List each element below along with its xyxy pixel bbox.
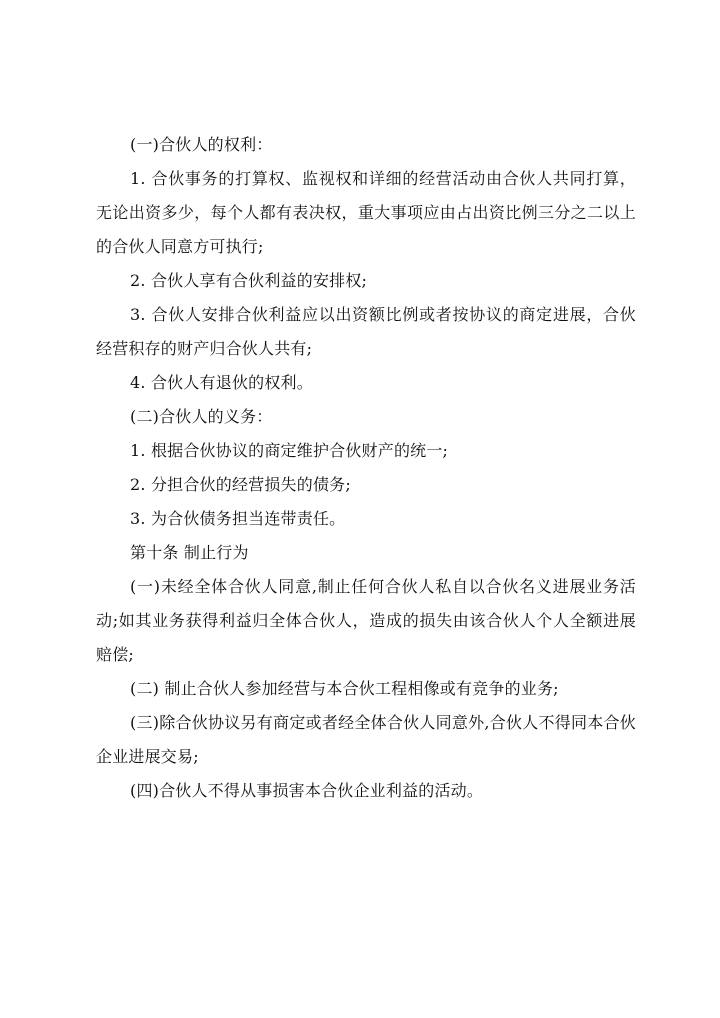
paragraph-duties-1: 1. 根据合伙协议的商定维护合伙财产的统一; (130, 441, 449, 460)
paragraph-prohibition-3: (三)除合伙协议另有商定或者经全体合伙人同意外,合伙人不得同本合伙企业进展交易; (96, 713, 636, 766)
paragraph-duties-3: 3. 为合伙债务担当连带责任。 (130, 509, 346, 528)
paragraph-rights-1: 1. 合伙事务的打算权、监视权和详细的经营活动由合伙人共同打算，无论出资多少，每个人都有表决权，重大事项应由占出资比例三分之二以上的合伙人同意方可执行; (96, 169, 636, 256)
paragraph-rights-4: 4. 合伙人有退伙的权利。 (130, 373, 313, 392)
paragraph-duties-2: 2. 分担合伙的经营损失的债务; (130, 475, 351, 494)
paragraph-duties-heading: (二)合伙人的义务： (130, 407, 273, 426)
article-ten-heading: 第十条 制止行为 (130, 543, 249, 562)
paragraph-prohibition-1: (一)未经全体合伙人同意,制止任何合伙人私自以合伙名义进展业务活动;如其业务获得利益归全体合伙人，造成的损失由该合伙人个人全额进展赔偿; (96, 577, 636, 664)
paragraph-prohibition-2: (二) 制止合伙人参加经营与本合伙工程相像或有竞争的业务; (130, 679, 559, 698)
document-body (96, 128, 636, 808)
paragraph-prohibition-4: (四)合伙人不得从事损害本合伙企业利益的活动。 (130, 781, 484, 800)
paragraph-rights-3: 3. 合伙人安排合伙利益应以出资额比例或者按协议的商定进展，合伙经营积存的财产归合伙人共有; (96, 305, 636, 358)
paragraph-rights-heading: (一)合伙人的权利： (130, 135, 273, 154)
paragraph-rights-2: 2. 合伙人享有合伙利益的安排权; (130, 271, 368, 290)
